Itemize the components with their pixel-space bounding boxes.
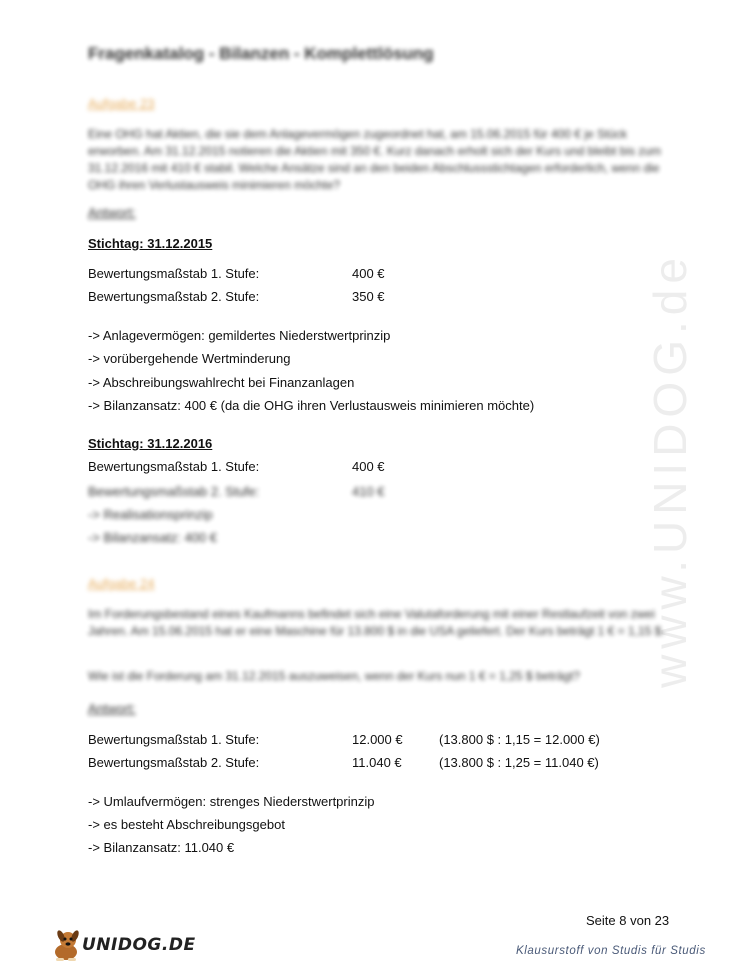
valuation-row-calc: (13.800 $ : 1,15 = 12.000 €) [439, 732, 600, 747]
task-24-heading: Aufgabe 24 [88, 576, 155, 591]
logo-text: UNIDOG.DE [82, 935, 196, 955]
valuation-row-label: Bewertungsmaßstab 2. Stufe: [88, 484, 260, 499]
page-title: Fragenkatalog - Bilanzen - Komplettlösung [88, 44, 434, 63]
valuation-row-label: Bewertungsmaßstab 2. Stufe: [88, 289, 260, 304]
bullet-item: -> Bilanzansatz: 400 € (da die OHG ihren Verlustausweis minimieren möchte) [88, 398, 535, 413]
valuation-row-value: 11.040 € [352, 755, 402, 770]
footer-tagline: Klausurstoff von Studis für Studis [516, 945, 706, 957]
bullet-item: -> Abschreibungswahlrecht bei Finanzanlagen [88, 375, 355, 390]
task-23-question: Eine OHG hat Aktien, die sie dem Anlagevermögen zugeordnet hat, am 15.06.2015 für 400 € je Stück erworben. Am 31.12.2015 notieren die Aktien mit 350 €. Kurz danach erholt sich der Kurs und bleibt bis zum 31.12.2016 mit 410 € stabil. Welche Ansätze sind an den beiden Abschlussstichtagen erforderlich, wenn die OHG ihren Verlustausweis minimieren möchte? [88, 127, 661, 192]
bullet-item: -> Bilanzansatz: 11.040 € [88, 840, 235, 855]
valuation-row-value: 410 € [352, 484, 385, 499]
valuation-row-label: Bewertungsmaßstab 1. Stufe: [88, 266, 260, 281]
bullet-item: -> Umlaufvermögen: strenges Niederstwertprinzip [88, 794, 375, 809]
bullet-item: -> vorübergehende Wertminderung [88, 351, 291, 366]
date-2015-heading: Stichtag: 31.12.2015 [88, 236, 213, 251]
bullet-item: -> Realisationsprinzip [88, 507, 213, 522]
task-24-question-2: Wie ist die Forderung am 31.12.2015 auszuweisen, wenn der Kurs nun 1 € = 1,25 $ beträgt? [88, 669, 580, 683]
bullet-item: -> Anlagevermögen: gemildertes Niederstwertprinzip [88, 328, 391, 343]
task-24-answer-label: Antwort: [88, 701, 136, 716]
valuation-row-value: 400 € [352, 459, 385, 474]
valuation-row-value: 12.000 € [352, 732, 403, 747]
task-23-answer-label: Antwort: [88, 205, 136, 220]
bullet-item: -> es besteht Abschreibungsgebot [88, 817, 285, 832]
valuation-row-label: Bewertungsmaßstab 2. Stufe: [88, 755, 260, 770]
valuation-row-label: Bewertungsmaßstab 1. Stufe: [88, 459, 260, 474]
dog-icon [52, 928, 84, 962]
valuation-row-value: 400 € [352, 266, 385, 281]
watermark-text: www.UNIDOG.de [644, 252, 697, 688]
page-number: Seite 8 von 23 [586, 913, 670, 928]
valuation-row-calc: (13.800 $ : 1,25 = 11.040 €) [439, 755, 599, 770]
bullet-item: -> Bilanzansatz: 400 € [88, 530, 217, 545]
valuation-row-value: 350 € [352, 289, 385, 304]
valuation-row-label: Bewertungsmaßstab 1. Stufe: [88, 732, 260, 747]
unidog-logo [52, 928, 196, 962]
task-23-heading: Aufgabe 23 [88, 96, 155, 111]
date-2016-heading: Stichtag: 31.12.2016 [88, 436, 213, 451]
task-24-question: Im Forderungsbestand eines Kaufmanns befindet sich eine Valutaforderung mit einer Restlaufzeit von zwei Jahren. Am 15.06.2015 hat er eine Maschine für 13.800 $ in die USA geliefert. Der Kurs beträgt 1 € = 1,15 $. [88, 607, 665, 638]
